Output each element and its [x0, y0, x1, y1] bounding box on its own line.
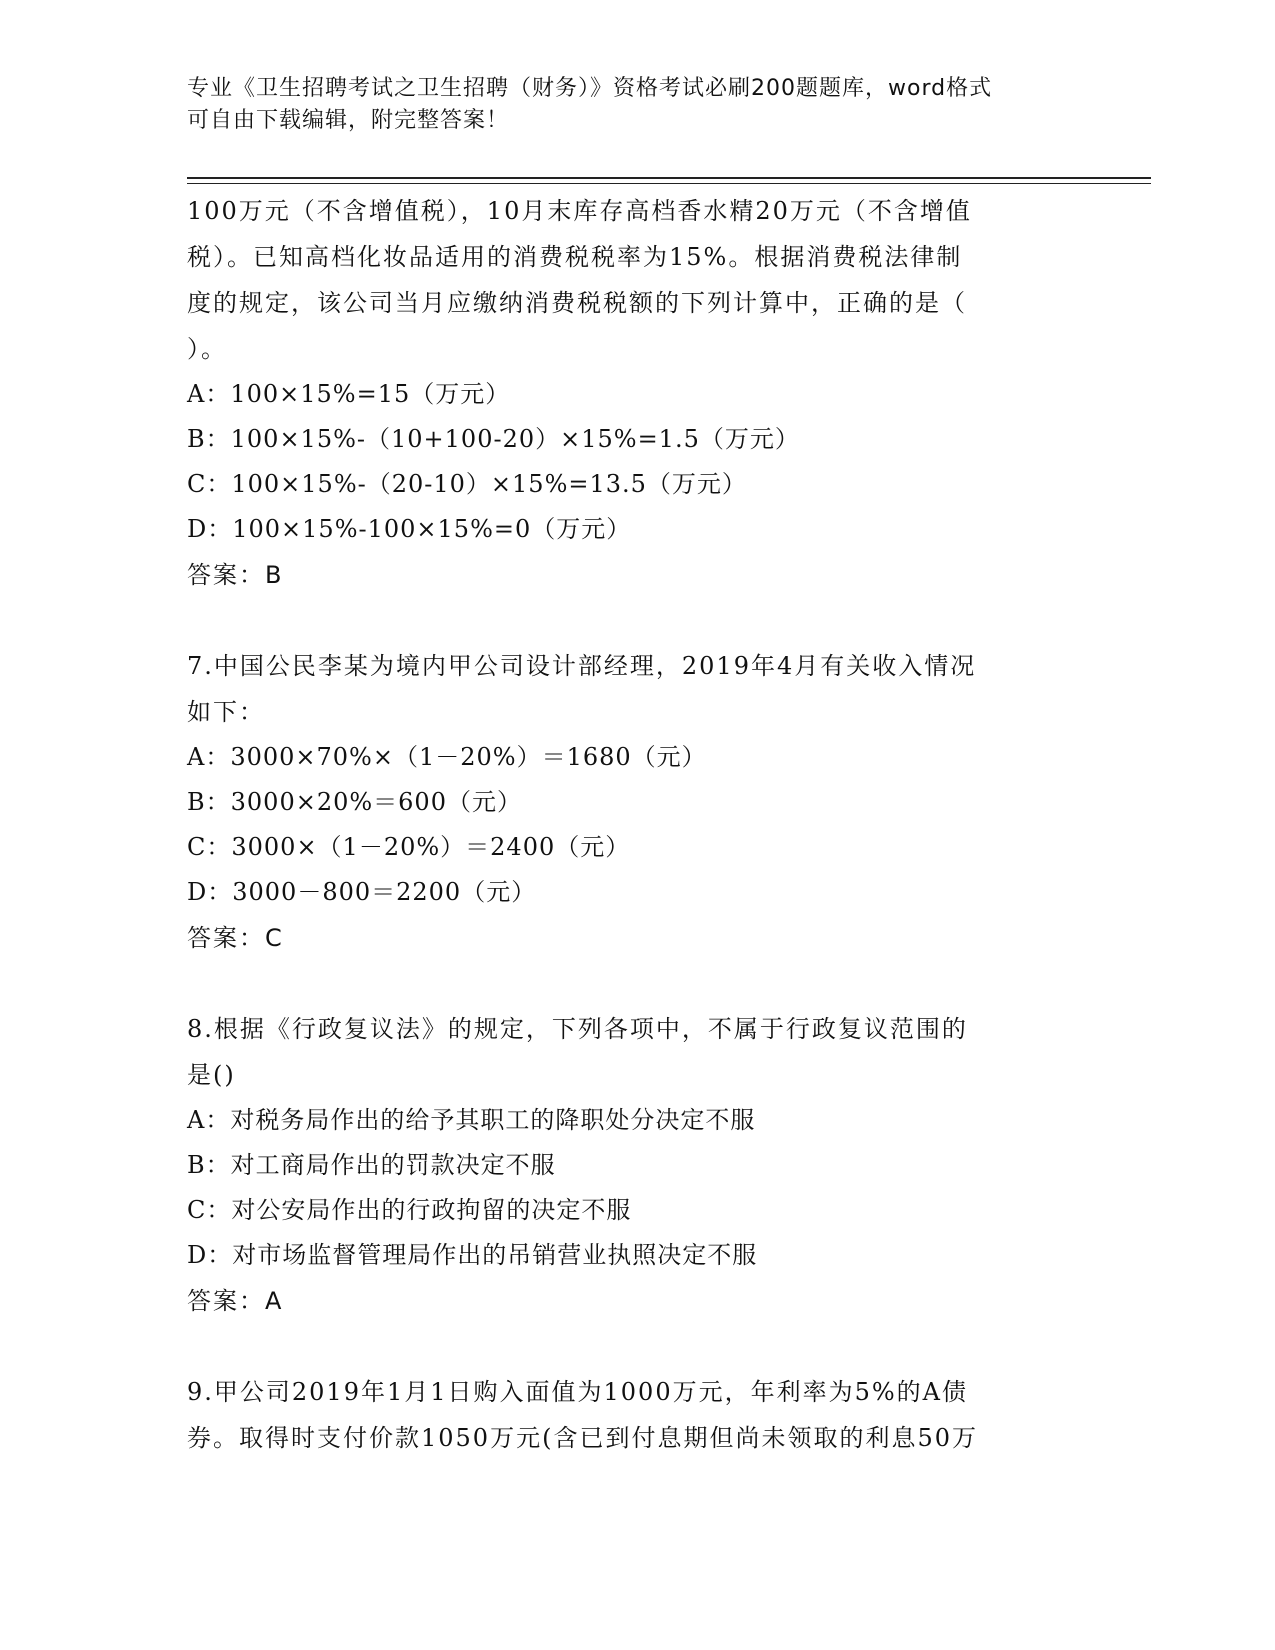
question-text-line: 100万元（不含增值税），10月末库存高档香水精20万元（不含增值: [187, 197, 972, 225]
option-c: C：100×15%-（20-10）×15%=13.5（万元）: [187, 470, 747, 498]
page-header: [187, 73, 1067, 137]
question-text-line: 是(): [187, 1061, 236, 1089]
question-text-line: 如下：: [187, 698, 265, 726]
question-text-line: 8.根据《行政复议法》的规定，下列各项中，不属于行政复议范围的: [187, 1015, 968, 1043]
spacer: [187, 598, 1087, 643]
question-text-line: ）。: [187, 335, 227, 363]
option-d: D：100×15%-100×15%=0（万元）: [187, 515, 632, 543]
option-a: A：对税务局作出的给予其职工的降职处分决定不服: [187, 1106, 756, 1134]
option-b: B：100×15%-（10+100-20）×15%=1.5（万元）: [187, 425, 800, 453]
option-c: C：3000×（1－20%）＝2400（元）: [187, 833, 631, 861]
option-b: B：3000×20%＝600（元）: [187, 788, 522, 816]
header-title-line-1: 专业《卫生招聘考试之卫生招聘（财务）》资格考试必刷200题题库，word格式: [187, 76, 993, 101]
question-text-line: 度的规定，该公司当月应缴纳消费税税额的下列计算中，正确的是（: [187, 289, 967, 317]
question-text-line: 9.甲公司2019年1月1日购入面值为1000万元，年利率为5%的A债: [187, 1378, 968, 1406]
option-a: A：100×15%=15（万元）: [187, 380, 511, 408]
header-divider-thin: [187, 183, 1151, 184]
option-d: D：3000－800＝2200（元）: [187, 878, 537, 906]
question-block: [187, 643, 1087, 961]
header-title-line-2: 可自由下载编辑，附完整答案！: [187, 108, 510, 133]
spacer: [187, 961, 1087, 1006]
question-text-line: 券。取得时支付价款1050万元(含已到付息期但尚未领取的利息50万: [187, 1424, 978, 1452]
option-c: C：对公安局作出的行政拘留的决定不服: [187, 1196, 632, 1224]
option-b: B：对工商局作出的罚款决定不服: [187, 1151, 556, 1179]
header-divider-thick: [187, 177, 1151, 179]
spacer: [187, 1324, 1087, 1369]
question-block: [187, 1006, 1087, 1324]
question-text-line: 7.中国公民李某为境内甲公司设计部经理，2019年4月有关收入情况: [187, 652, 977, 680]
answer-line: 答案：C: [187, 924, 284, 952]
question-block: [187, 1369, 1087, 1461]
answer-line: 答案：B: [187, 561, 284, 589]
answer-line: 答案：A: [187, 1287, 284, 1315]
option-a: A：3000×70%×（1－20%）＝1680（元）: [187, 743, 707, 771]
question-block: [187, 188, 1087, 598]
question-text-line: 税）。已知高档化妆品适用的消费税税率为15%。根据消费税法律制: [187, 243, 963, 271]
document-body: [187, 188, 1087, 1461]
option-d: D：对市场监督管理局作出的吊销营业执照决定不服: [187, 1241, 758, 1269]
